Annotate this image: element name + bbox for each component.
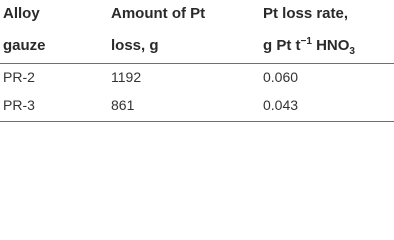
- header-divider: [0, 63, 394, 64]
- header-rate-line1: Pt loss rate,: [263, 5, 349, 22]
- header-amount-line1: Amount of Pt: [111, 5, 206, 22]
- row-2-gauze: PR-3: [3, 97, 35, 113]
- header-rate-line2: [263, 36, 355, 57]
- header-rate-unit-acid: HNO: [311, 37, 350, 54]
- row-1-amount: 1192: [111, 69, 142, 85]
- row-1-rate: 0.060: [263, 69, 299, 85]
- header-rate-unit-subscript: 3: [349, 46, 355, 57]
- row-2-rate: 0.043: [263, 97, 299, 113]
- table-bottom-rule: [0, 121, 394, 122]
- header-amount-line2: loss, g: [111, 37, 159, 54]
- row-1-gauze: PR-2: [3, 69, 35, 85]
- header-alloy-line2: gauze: [3, 37, 46, 54]
- row-2-amount: 861: [111, 97, 135, 113]
- header-alloy-line1: Alloy: [3, 5, 40, 22]
- header-rate-unit-exponent: −1: [300, 36, 312, 47]
- header-rate-unit-prefix: g Pt t: [263, 37, 301, 54]
